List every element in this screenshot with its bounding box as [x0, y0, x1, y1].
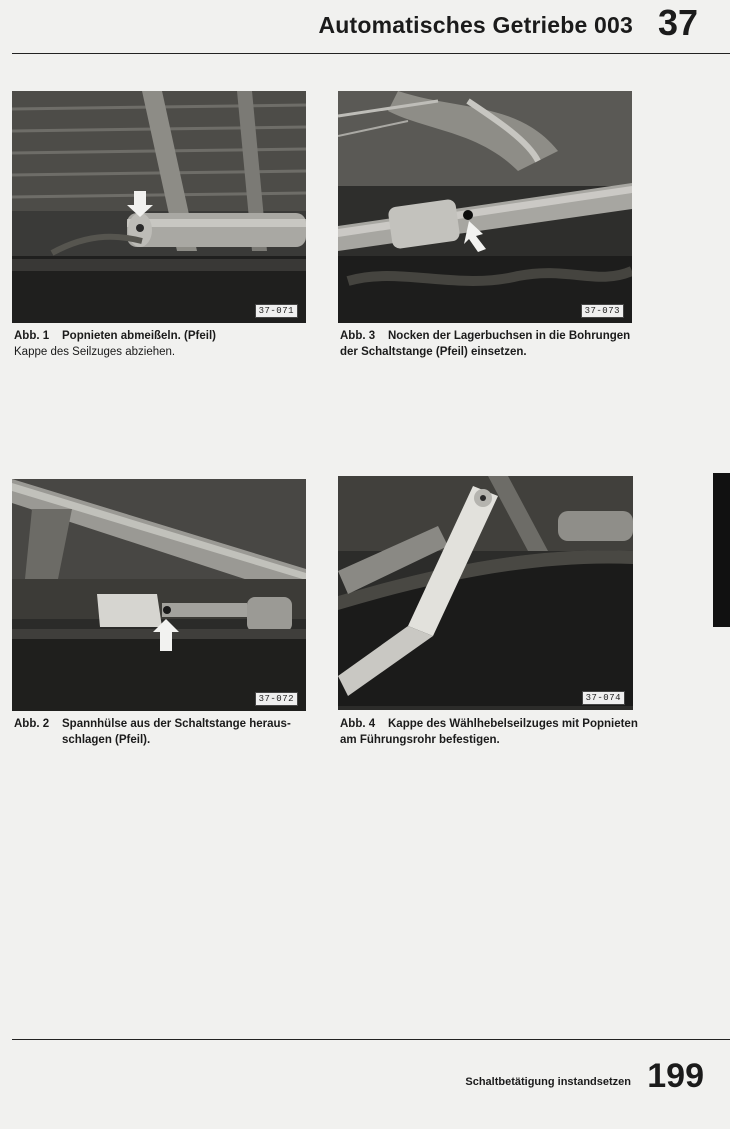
caption-fig4 — [340, 716, 640, 748]
header-title: Automatisches Getriebe 003 — [318, 12, 633, 38]
photo-code-fig4: 37-074 — [582, 691, 625, 705]
photo-fig4 — [338, 476, 633, 710]
page-number: 199 — [647, 1057, 704, 1095]
caption-label: Abb. 2 — [14, 718, 50, 730]
caption-text-cont: am Führungsrohr befestigen. — [340, 734, 500, 746]
caption-label: Abb. 1 — [14, 330, 50, 342]
caption-text-cont: der Schaltstange (Pfeil) einsetzen. — [340, 346, 527, 358]
photo-fig2 — [12, 479, 306, 711]
photo-code-fig2: 37-072 — [255, 692, 298, 706]
caption-label: Abb. 4 — [340, 718, 376, 730]
caption-text-cont: schlagen (Pfeil). — [62, 734, 151, 746]
caption-text: Popnieten abmeißeln. (Pfeil) — [62, 330, 216, 342]
photo-fig3 — [338, 91, 632, 323]
section-tab-marker — [713, 473, 730, 627]
caption-fig3 — [340, 328, 640, 360]
caption-text: Kappe des Wählhebelseilzuges mit Popnieten — [388, 718, 638, 730]
photo-code-fig1: 37-071 — [255, 304, 298, 318]
footer-section-title: Schaltbetätigung instandsetzen — [465, 1076, 631, 1088]
caption-label: Abb. 3 — [340, 330, 376, 342]
caption-text: Spannhülse aus der Schaltstange heraus- — [62, 718, 291, 730]
caption-fig2 — [14, 716, 314, 748]
footer-rule — [12, 1039, 730, 1040]
caption-text-cont: Kappe des Seilzuges abziehen. — [14, 346, 176, 358]
photo-code-fig3: 37-073 — [581, 304, 624, 318]
caption-text: Nocken der Lagerbuchsen in die Bohrungen — [388, 330, 631, 342]
chapter-number: 37 — [657, 2, 698, 43]
photo-fig1 — [12, 91, 306, 323]
header-rule — [12, 53, 730, 54]
caption-fig1 — [14, 328, 314, 360]
